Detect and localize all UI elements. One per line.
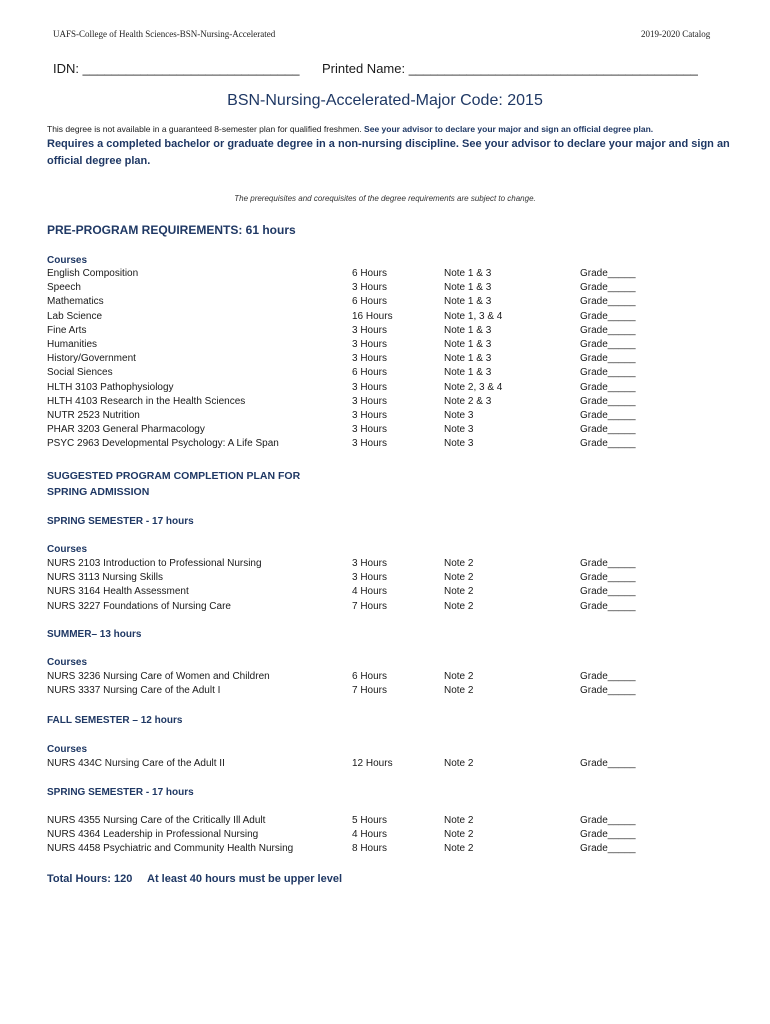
course-row [0, 396, 770, 410]
semester-heading-3: FALL SEMESTER – 12 hours [47, 715, 183, 726]
course-note: Note 1 & 3 [444, 268, 492, 279]
course-name: PSYC 2963 Developmental Psychology: A Life Span [47, 438, 279, 450]
course-row [0, 325, 770, 339]
course-note: Note 2 [444, 671, 474, 682]
course-note: Note 2 [444, 586, 474, 598]
plan-heading-line2: SPRING ADMISSION [47, 486, 150, 498]
course-hours: 3 Hours [352, 282, 388, 294]
course-name: Social Siences [47, 367, 113, 379]
semester-heading-2: SUMMER– 13 hours [47, 629, 142, 640]
course-name: Humanities [47, 339, 98, 350]
course-name: NURS 3164 Health Assessment [47, 586, 189, 598]
course-grade-field[interactable]: Grade_____ [580, 424, 636, 436]
course-note: Note 2, 3 & 4 [444, 381, 503, 393]
course-row [0, 424, 770, 438]
course-row [0, 367, 770, 381]
semester-2-courses-label: Courses [47, 657, 88, 668]
page-title: BSN-Nursing-Accelerated-Major Code: 2015 [227, 92, 543, 109]
course-note: Note 2 [444, 815, 474, 826]
course-row [0, 382, 770, 396]
course-grade-field[interactable]: Grade_____ [580, 324, 636, 336]
course-grade-field[interactable]: Grade_____ [580, 600, 636, 612]
course-grade-field[interactable]: Grade_____ [580, 367, 636, 379]
course-hours: 12 Hours [352, 758, 393, 769]
course-row [0, 410, 770, 424]
course-row [0, 438, 770, 452]
course-row [0, 282, 770, 296]
course-hours: 8 Hours [352, 843, 388, 855]
course-hours: 7 Hours [352, 685, 388, 697]
plan-heading [47, 468, 300, 500]
course-grade-field[interactable]: Grade_____ [580, 339, 636, 350]
course-note: Note 3 [444, 410, 474, 421]
course-hours: 3 Hours [352, 395, 388, 407]
course-grade-field[interactable]: Grade_____ [580, 268, 636, 279]
course-hours: 3 Hours [352, 438, 388, 450]
course-name: HLTH 3103 Pathophysiology [47, 381, 174, 393]
course-hours: 6 Hours [352, 367, 388, 379]
course-hours: 6 Hours [352, 296, 388, 308]
course-hours: 7 Hours [352, 600, 388, 612]
course-row [0, 268, 770, 282]
semester-3-courses-label: Courses [47, 744, 88, 755]
course-row [0, 572, 770, 586]
course-hours: 4 Hours [352, 829, 388, 841]
course-name: NURS 4458 Psychiatric and Community Health Nursing [47, 843, 294, 855]
course-grade-field[interactable]: Grade_____ [580, 671, 636, 682]
course-note: Note 2 [444, 600, 474, 612]
course-row [0, 829, 770, 843]
notice [47, 124, 653, 134]
course-row [0, 353, 770, 367]
running-header-right: 2019-2020 Catalog [641, 29, 711, 39]
course-grade-field[interactable]: Grade_____ [580, 282, 636, 294]
course-note: Note 2 [444, 843, 474, 855]
course-grade-field[interactable]: Grade_____ [580, 815, 636, 826]
total-hours: Total Hours: 120 [47, 873, 133, 885]
course-name: PHAR 3203 General Pharmacology [47, 424, 205, 436]
course-row [0, 339, 770, 353]
course-name: Mathematics [47, 296, 104, 308]
course-note: Note 2 [444, 572, 474, 584]
course-row [0, 815, 770, 829]
course-name: NURS 3113 Nursing Skills [47, 572, 163, 584]
course-grade-field[interactable]: Grade_____ [580, 586, 636, 598]
course-note: Note 1 & 3 [444, 353, 492, 365]
course-name: NURS 3236 Nursing Care of Women and Children [47, 671, 270, 682]
course-note: Note 2 & 3 [444, 395, 492, 407]
course-grade-field[interactable]: Grade_____ [580, 843, 636, 855]
semester-1-courses-label: Courses [47, 544, 88, 555]
notice-bold: See your advisor to declare your major and sign an official degree plan. [364, 124, 654, 134]
course-note: Note 1 & 3 [444, 296, 492, 308]
course-row [0, 671, 770, 685]
course-hours: 3 Hours [352, 353, 388, 365]
course-row [0, 586, 770, 600]
course-grade-field[interactable]: Grade_____ [580, 296, 636, 308]
course-hours: 3 Hours [352, 572, 388, 584]
course-hours: 16 Hours [352, 310, 393, 322]
course-grade-field[interactable]: Grade_____ [580, 829, 636, 841]
idn-field[interactable]: IDN: ______________________________ [53, 61, 300, 76]
course-name: Speech [47, 282, 81, 294]
course-hours: 3 Hours [352, 381, 388, 393]
semester-heading-1: SPRING SEMESTER - 17 hours [47, 516, 194, 527]
course-name: NURS 4364 Leadership in Professional Nursing [47, 829, 259, 841]
course-note: Note 2 [444, 758, 474, 769]
course-grade-field[interactable]: Grade_____ [580, 758, 636, 769]
course-name: NURS 2103 Introduction to Professional Nursing [47, 558, 262, 569]
course-hours: 4 Hours [352, 586, 388, 598]
course-grade-field[interactable]: Grade_____ [580, 558, 636, 569]
course-note: Note 2 [444, 685, 474, 697]
course-note: Note 1 & 3 [444, 339, 492, 350]
course-hours: 5 Hours [352, 815, 388, 826]
course-name: NURS 3337 Nursing Care of the Adult I [47, 685, 221, 697]
course-name: Fine Arts [47, 324, 87, 336]
course-grade-field[interactable]: Grade_____ [580, 395, 636, 407]
course-hours: 6 Hours [352, 268, 388, 279]
pre-program-heading: PRE-PROGRAM REQUIREMENTS: 61 hours [47, 223, 296, 237]
course-row [0, 843, 770, 857]
course-row [0, 601, 770, 615]
course-name: HLTH 4103 Research in the Health Sciences [47, 395, 246, 407]
course-grade-field[interactable]: Grade_____ [580, 438, 636, 450]
upper-level-note: At least 40 hours must be upper level [147, 873, 343, 885]
course-name: English Composition [47, 268, 139, 279]
course-hours: 3 Hours [352, 339, 388, 350]
course-note: Note 3 [444, 424, 474, 436]
prereq-note: The prerequisites and corequisites of the degree requirements are subject to change. [234, 194, 536, 203]
running-header-left: UAFS-College of Health Sciences-BSN-Nursing-Accelerated [53, 29, 276, 39]
course-hours: 6 Hours [352, 671, 388, 682]
course-name: NURS 3227 Foundations of Nursing Care [47, 600, 231, 612]
printed-name-field[interactable]: Printed Name: ________________________________________ [322, 61, 698, 76]
course-note: Note 2 [444, 558, 474, 569]
course-row [0, 685, 770, 699]
course-name: Lab Science [47, 310, 103, 322]
course-grade-field[interactable]: Grade_____ [580, 310, 636, 322]
semester-heading-4: SPRING SEMESTER - 17 hours [47, 787, 194, 798]
course-name: NURS 4355 Nursing Care of the Critically Ill Adult [47, 815, 266, 826]
notice-plain: This degree is not available in a guaranteed 8-semester plan for qualified freshmen. [47, 124, 365, 134]
course-grade-field[interactable]: Grade_____ [580, 410, 636, 421]
course-note: Note 1 & 3 [444, 324, 492, 336]
course-name: History/Government [47, 353, 136, 365]
course-hours: 3 Hours [352, 558, 388, 569]
course-grade-field[interactable]: Grade_____ [580, 572, 636, 584]
course-note: Note 1, 3 & 4 [444, 310, 503, 322]
course-note: Note 3 [444, 438, 474, 450]
course-row [0, 558, 770, 572]
course-hours: 3 Hours [352, 410, 388, 421]
course-hours: 3 Hours [352, 324, 388, 336]
course-note: Note 2 [444, 829, 474, 841]
course-row [0, 758, 770, 772]
course-grade-field[interactable]: Grade_____ [580, 353, 636, 365]
requirement-line: Requires a completed bachelor or graduate degree in a non-nursing discipline. See your advisor to declare your major and sign an official degree plan. [47, 138, 730, 167]
course-grade-field[interactable]: Grade_____ [580, 381, 636, 393]
course-row [0, 296, 770, 310]
course-note: Note 1 & 3 [444, 282, 492, 294]
course-name: NUTR 2523 Nutrition [47, 410, 140, 421]
course-note: Note 1 & 3 [444, 367, 492, 379]
course-grade-field[interactable]: Grade_____ [580, 685, 636, 697]
pre-program-courses-label: Courses [47, 255, 88, 266]
course-row [0, 311, 770, 325]
plan-heading-line1: SUGGESTED PROGRAM COMPLETION PLAN FOR [47, 470, 301, 482]
course-name: NURS 434C Nursing Care of the Adult II [47, 758, 225, 769]
course-hours: 3 Hours [352, 424, 388, 436]
